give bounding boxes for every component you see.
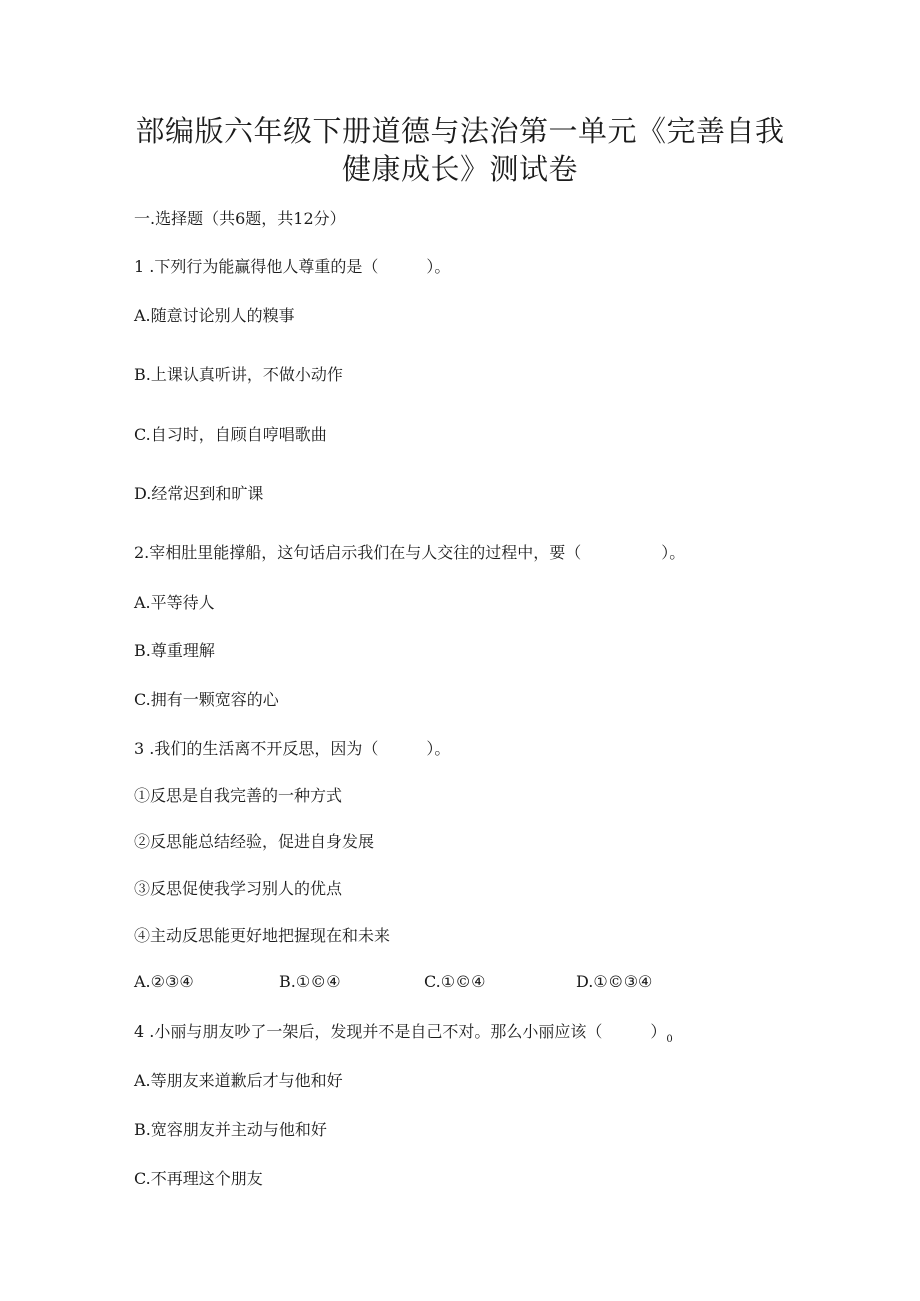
title-line-1: 部编版六年级下册道德与法治第一单元《完善自我 xyxy=(135,114,785,148)
question-3-statement-4: ④主动反思能更好地把握现在和未来 xyxy=(134,926,391,945)
question-1-option-d: D.经常迟到和旷课 xyxy=(134,484,264,503)
page-title xyxy=(120,112,800,188)
question-3-option-c: C.①©④ xyxy=(424,972,486,991)
question-4-stem-wrap xyxy=(134,1021,673,1046)
question-1-option-a: A.随意讨论别人的糗事 xyxy=(134,306,295,325)
question-2-option-a: A.平等待人 xyxy=(134,593,215,612)
question-3-statement-1: ①反思是自我完善的一种方式 xyxy=(134,786,343,805)
question-1-option-b: B.上课认真听讲，不做小动作 xyxy=(134,365,343,384)
question-2-option-b: B.尊重理解 xyxy=(134,641,215,660)
question-4-stem-suffix: 0 xyxy=(666,1034,673,1045)
question-4-option-b: B.宽容朋友并主动与他和好 xyxy=(134,1120,327,1139)
question-1-option-c: C.自习时，自顾自哼唱歌曲 xyxy=(134,425,327,444)
question-3-option-d: D.①©③④ xyxy=(576,972,653,991)
question-3-stem: 3 .我们的生活离不开反思，因为（ ）。 xyxy=(134,739,451,758)
question-4-option-a: A.等朋友来道歉后才与他和好 xyxy=(134,1071,343,1090)
question-2-stem: 2.宰相肚里能撑船，这句话启示我们在与人交往的过程中，要（ ）。 xyxy=(134,543,686,562)
question-3-statement-2: ②反思能总结经验，促进自身发展 xyxy=(134,832,375,851)
question-4-option-c: C.不再理这个朋友 xyxy=(134,1169,263,1188)
question-3-options-row xyxy=(134,971,774,993)
question-4-stem: 4 .小丽与朋友吵了一架后，发现并不是自己不对。那么小丽应该（ ） xyxy=(134,1022,667,1041)
question-3-statement-3: ③反思促使我学习别人的优点 xyxy=(134,879,343,898)
question-3-option-a: A.②③④ xyxy=(134,972,194,991)
question-1-stem: 1 .下列行为能赢得他人尊重的是（ ）。 xyxy=(134,257,451,276)
question-3-option-b: B.①©④ xyxy=(279,972,341,991)
title-line-2: 健康成长》测试卷 xyxy=(341,152,578,186)
question-2-option-c: C.拥有一颗宽容的心 xyxy=(134,690,279,709)
section-heading: 一.选择题（共6题，共12分） xyxy=(134,209,346,228)
